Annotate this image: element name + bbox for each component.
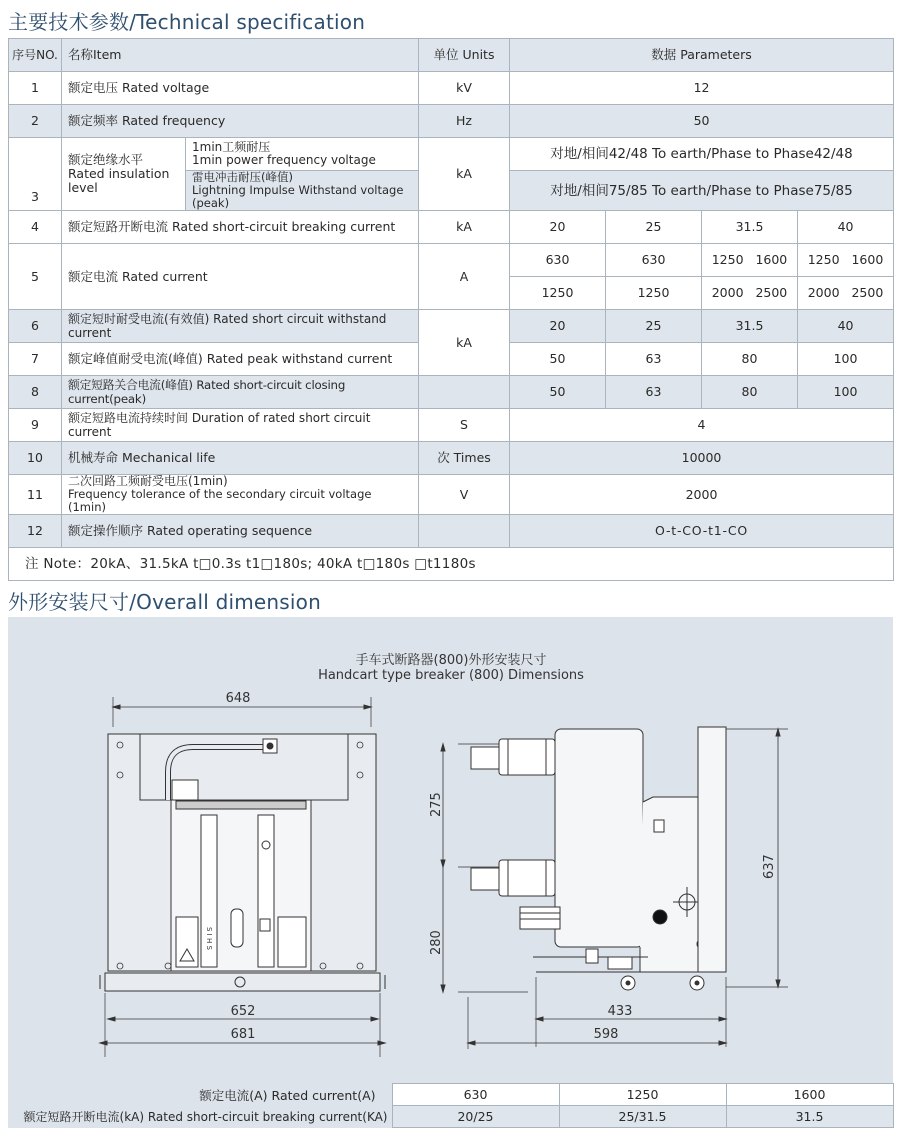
table-row (9, 244, 894, 277)
header-item: 名称Item (62, 39, 419, 72)
row-unit: kV (419, 72, 510, 105)
rating-table (8, 1083, 894, 1128)
row-value: 10000 (510, 442, 894, 475)
dimension-section-title: 外形安装尺寸/Overall dimension (8, 590, 321, 614)
row-value: 630 (510, 244, 606, 277)
row-value: 25 (606, 211, 702, 244)
row-value: 12 (510, 72, 894, 105)
row-unit: V (419, 475, 510, 515)
row-value: 50 (510, 343, 606, 376)
row-unit: kA (419, 310, 510, 376)
row-value: 50 (510, 376, 606, 409)
row-value: 2000 2500 (798, 277, 894, 310)
row-value: O-t-CO-t1-CO (510, 515, 894, 548)
front-label: S I H S (205, 927, 213, 950)
dim-280: 280 (429, 930, 444, 955)
rating-row-current (8, 1084, 893, 1106)
dim-598: 598 (593, 1027, 619, 1042)
row-no: 5 (9, 244, 62, 310)
row-item: 额定短时耐受电流(有效值) Rated short circuit withstand current (62, 310, 419, 343)
row-value: 31.5 (702, 310, 798, 343)
header-unit: 单位 Units (419, 39, 510, 72)
secondary-en: Frequency tolerance of the secondary circuit voltage (1min) (68, 487, 372, 514)
row-unit: kA (419, 211, 510, 244)
row-value: 31.5 (702, 211, 798, 244)
insulation-en2: level (68, 180, 98, 195)
note-row (9, 548, 894, 581)
row-no: 9 (9, 409, 62, 442)
row-value: 2000 (510, 475, 894, 515)
row-value: 100 (798, 376, 894, 409)
row-item: 机械寿命 Mechanical life (62, 442, 419, 475)
spec-section-title: 主要技术参数/Technical specification (8, 10, 366, 34)
row-unit: S (419, 409, 510, 442)
side-view (429, 727, 788, 1049)
row-item: 额定短路关合电流(峰值) Rated short-circuit closing current(peak) (62, 376, 419, 409)
insulation-cn: 额定绝缘水平 (68, 152, 144, 167)
row-value: 1250 (510, 277, 606, 310)
sub2-cn: 雷电冲击耐压(峰值) (192, 170, 293, 184)
secondary-cn: 二次回路工频耐受电压(1min) (68, 474, 228, 488)
row-value: 40 (798, 310, 894, 343)
row-value: 63 (606, 343, 702, 376)
row-unit (419, 376, 510, 409)
row-value: 对地/相间75/85 To earth/Phase to Phase75/85 (510, 171, 894, 211)
row-item: 额定峰值耐受电流(峰值) Rated peak withstand current (62, 343, 419, 376)
dim-637: 637 (762, 854, 777, 879)
row-value: 40 (798, 211, 894, 244)
row-no: 12 (9, 515, 62, 548)
row-item-secondary (62, 475, 419, 515)
row-no: 3 (9, 138, 62, 211)
row-no: 10 (9, 442, 62, 475)
note-text: 注 Note：20kA、31.5kA t□0.3s t1□180s; 40kA t□180s □t1180s (9, 548, 894, 581)
rating-value: 20/25 (392, 1106, 559, 1128)
row-item: 额定电流 Rated current (62, 244, 419, 310)
header-params: 数据 Parameters (510, 39, 894, 72)
row-item: 额定短路开断电流 Rated short-circuit breaking current (62, 211, 419, 244)
row-no: 1 (9, 72, 62, 105)
row-no: 7 (9, 343, 62, 376)
row-unit: A (419, 244, 510, 310)
spec-table (8, 38, 894, 581)
rating-value: 1600 (726, 1084, 893, 1106)
sub1-en: 1min power frequency voltage (192, 153, 376, 167)
row-value: 1250 1600 (798, 244, 894, 277)
row-unit: kA (419, 138, 510, 211)
row-unit: Hz (419, 105, 510, 138)
sub1-cn: 1min工频耐压 (192, 140, 271, 154)
sub-item-lightning (186, 171, 419, 211)
rating-value: 31.5 (726, 1106, 893, 1128)
table-row (9, 310, 894, 343)
row-value: 63 (606, 376, 702, 409)
table-row (9, 442, 894, 475)
table-row (9, 211, 894, 244)
rating-value: 25/31.5 (559, 1106, 726, 1128)
row-no: 4 (9, 211, 62, 244)
row-unit (419, 515, 510, 548)
row-value: 2000 2500 (702, 277, 798, 310)
row-value: 20 (510, 211, 606, 244)
dim-681: 681 (230, 1027, 256, 1042)
table-row (9, 72, 894, 105)
row-item-insulation (62, 138, 186, 211)
rating-value: 630 (392, 1084, 559, 1106)
table-row (9, 475, 894, 515)
dimension-drawing-svg (8, 617, 893, 1085)
row-value: 20 (510, 310, 606, 343)
row-no: 2 (9, 105, 62, 138)
drawing-title-cn: 手车式断路器(800)外形安装尺寸 (355, 653, 547, 668)
table-row (9, 515, 894, 548)
rating-value: 1250 (559, 1084, 726, 1106)
row-value: 1250 (606, 277, 702, 310)
dimension-drawing (8, 617, 893, 1085)
dim-648: 648 (225, 691, 251, 706)
rating-label-breaking: 额定短路开断电流(kA) Rated short-circuit breaking current(KA) (8, 1106, 392, 1128)
dim-275: 275 (429, 792, 444, 817)
table-header-row (9, 39, 894, 72)
drawing-title-en: Handcart type breaker (800) Dimensions (318, 668, 584, 683)
row-item: 额定操作顺序 Rated operating sequence (62, 515, 419, 548)
row-no: 8 (9, 376, 62, 409)
table-row (9, 105, 894, 138)
rating-row-breaking (8, 1106, 893, 1128)
row-value: 25 (606, 310, 702, 343)
front-view (100, 691, 385, 1057)
row-value: 80 (702, 376, 798, 409)
dim-652: 652 (230, 1004, 256, 1019)
row-value: 4 (510, 409, 894, 442)
insulation-en1: Rated insulation (68, 166, 170, 181)
table-row (9, 409, 894, 442)
row-item: 额定电压 Rated voltage (62, 72, 419, 105)
row-no: 6 (9, 310, 62, 343)
dim-433: 433 (607, 1004, 633, 1019)
header-no: 序号NO. (9, 39, 62, 72)
table-row (9, 138, 894, 171)
row-no: 11 (9, 475, 62, 515)
row-value: 1250 1600 (702, 244, 798, 277)
row-item: 额定短路电流持续时间 Duration of rated short circuit current (62, 409, 419, 442)
row-item: 额定频率 Rated frequency (62, 105, 419, 138)
sub2-en: Lightning Impulse Withstand voltage (peak) (192, 183, 404, 210)
table-row (9, 376, 894, 409)
row-value: 对地/相间42/48 To earth/Phase to Phase42/48 (510, 138, 894, 171)
row-value: 80 (702, 343, 798, 376)
row-unit: 次 Times (419, 442, 510, 475)
sub-item-power-frequency (186, 138, 419, 171)
row-value: 50 (510, 105, 894, 138)
rating-label-current: 额定电流(A) Rated current(A) (8, 1084, 392, 1106)
row-value: 630 (606, 244, 702, 277)
row-value: 100 (798, 343, 894, 376)
